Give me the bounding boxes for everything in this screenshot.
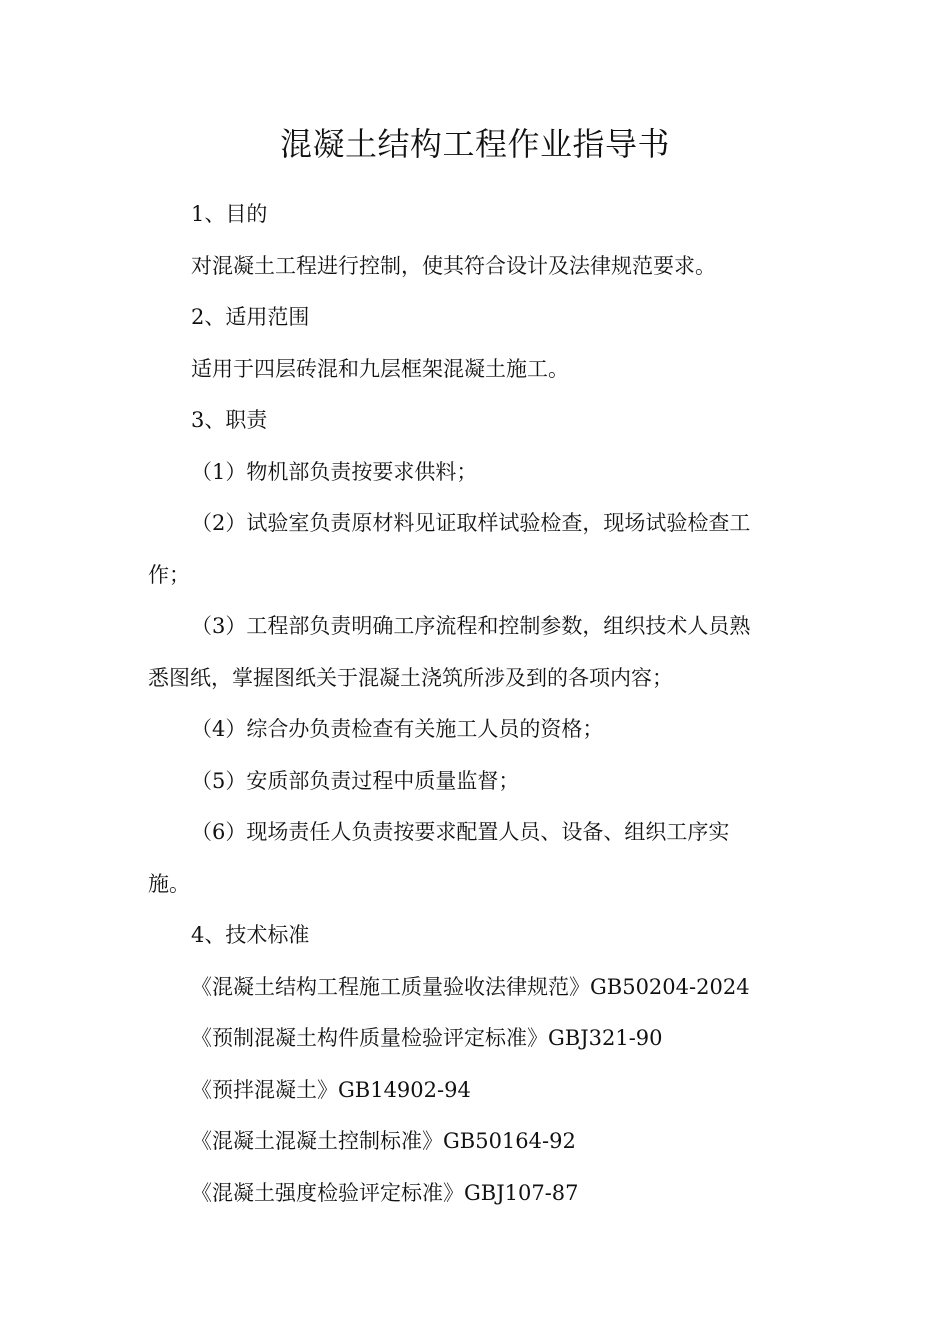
responsibility-item-6: （6）现场责任人负责按要求配置人员、设备、组织工序实 bbox=[191, 820, 730, 844]
responsibility-item-6-continued: 施。 bbox=[148, 872, 190, 896]
standard-item-1: 《混凝土结构工程施工质量验收法律规范》GB50204-2024 bbox=[191, 975, 750, 999]
responsibility-item-3-continued: 悉图纸，掌握图纸关于混凝土浇筑所涉及到的各项内容； bbox=[148, 666, 673, 690]
document-title: 混凝土结构工程作业指导书 bbox=[279, 125, 670, 163]
section-heading-scope: 2、适用范围 bbox=[191, 305, 310, 329]
responsibility-item-1: （1）物机部负责按要求供料； bbox=[191, 460, 478, 484]
standard-item-4: 《混凝土混凝土控制标准》GB50164-92 bbox=[191, 1129, 576, 1153]
section-heading-responsibilities: 3、职责 bbox=[191, 408, 268, 432]
responsibility-item-2-continued: 作； bbox=[148, 563, 190, 587]
section-heading-purpose: 1、目的 bbox=[191, 202, 268, 226]
responsibility-item-2: （2）试验室负责原材料见证取样试验检查，现场试验检查工 bbox=[191, 511, 751, 535]
responsibility-item-3: （3）工程部负责明确工序流程和控制参数，组织技术人员熟 bbox=[191, 614, 751, 638]
standard-item-5: 《混凝土强度检验评定标准》GBJ107-87 bbox=[191, 1181, 579, 1205]
paragraph-scope: 适用于四层砖混和九层框架混凝土施工。 bbox=[191, 357, 569, 381]
responsibility-item-5: （5）安质部负责过程中质量监督； bbox=[191, 769, 520, 793]
responsibility-item-4: （4）综合办负责检查有关施工人员的资格； bbox=[191, 717, 604, 741]
section-heading-standards: 4、技术标准 bbox=[191, 923, 310, 947]
paragraph-purpose: 对混凝土工程进行控制，使其符合设计及法律规范要求。 bbox=[191, 254, 716, 278]
standard-item-2: 《预制混凝土构件质量检验评定标准》GBJ321-90 bbox=[191, 1026, 663, 1050]
standard-item-3: 《预拌混凝土》GB14902-94 bbox=[191, 1078, 471, 1102]
